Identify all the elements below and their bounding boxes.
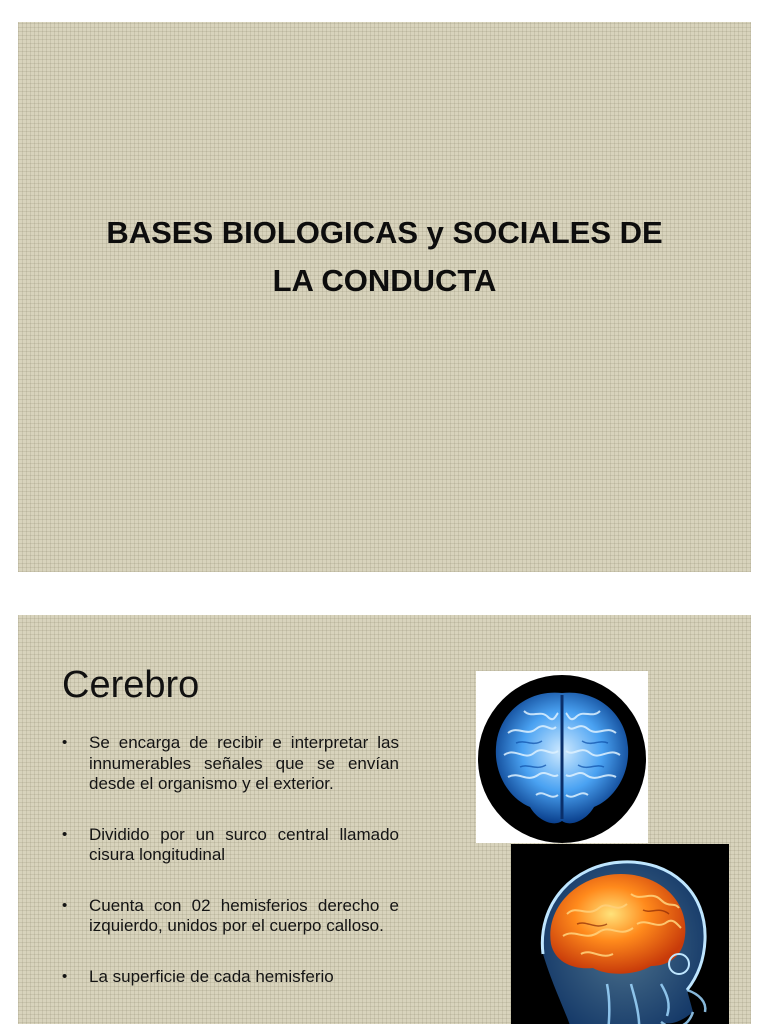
bullet-marker: • [62,967,68,985]
slide-title-line-1: BASES BIOLOGICAS y SOCIALES DE [106,215,663,250]
slide-title-line-2: LA CONDUCTA [272,263,497,298]
bullet-marker: • [62,825,68,843]
bullet-text: Cuenta con 02 hemisferios derecho e izquierdo, unidos por el cuerpo calloso. [89,895,399,935]
bullet-list [62,733,399,1017]
bullet-marker: • [62,734,68,751]
bullet-text: Se encarga de recibir e interpretar las innumerables señales que se envían desde el organismo y el exterior. [89,733,399,793]
bullet-marker: • [62,896,68,914]
bullet-text: La superficie de cada hemisferio [89,966,334,986]
cerebro-slide [18,615,751,1024]
head-xray-brain-icon [511,844,729,1024]
bullet-text: Dividido por un surco central llamado cisura longitudinal [89,824,399,864]
blue-brain-icon [476,671,648,843]
bullet-item [62,733,399,795]
bullet-item [62,967,399,988]
slide-title [58,209,711,305]
slide-heading: Cerebro [62,664,200,706]
bullet-item [62,825,399,866]
title-slide [18,22,751,572]
bullet-item [62,896,399,937]
